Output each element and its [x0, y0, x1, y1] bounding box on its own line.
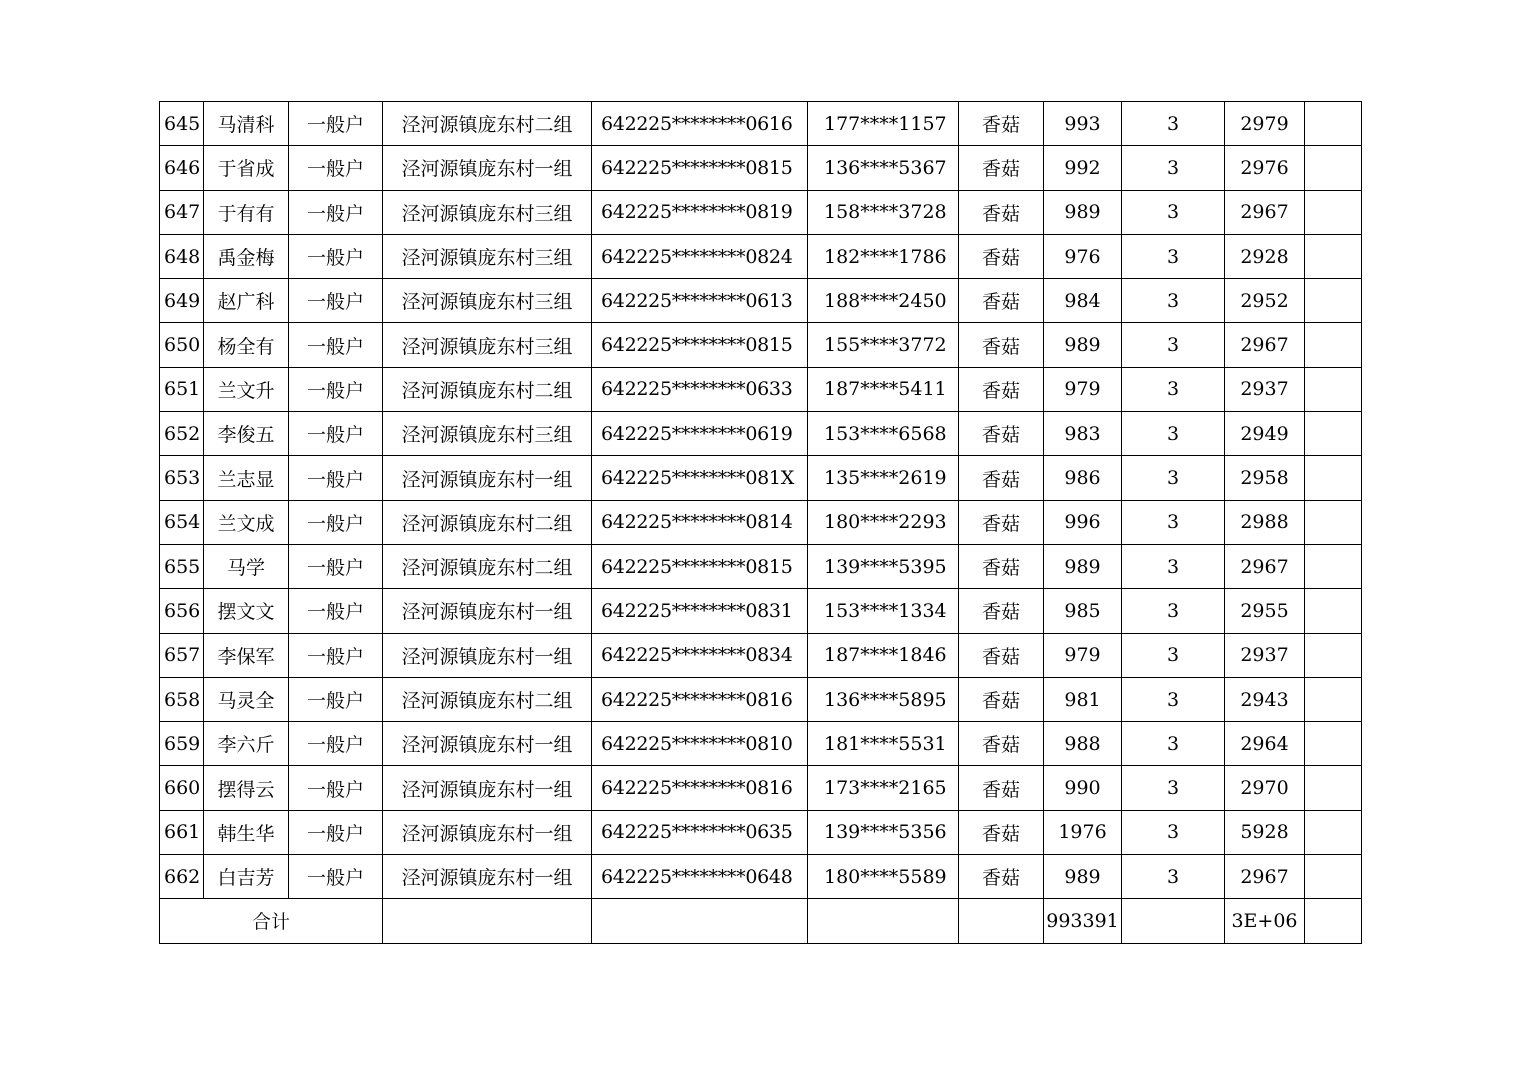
row-number-cell: 658 — [160, 677, 204, 721]
phone-cell: 155****3772 — [808, 323, 959, 367]
address-cell: 泾河源镇庞东村一组 — [383, 589, 592, 633]
household-type-cell: 一般户 — [289, 589, 383, 633]
amount-cell: 2937 — [1225, 367, 1305, 411]
note-cell — [1305, 544, 1362, 588]
name-cell: 摆得云 — [204, 766, 289, 810]
quantity-cell: 996 — [1044, 500, 1122, 544]
amount-cell: 2988 — [1225, 500, 1305, 544]
name-cell: 摆文文 — [204, 589, 289, 633]
amount-cell: 2967 — [1225, 323, 1305, 367]
data-table — [159, 101, 1362, 944]
amount-cell: 2958 — [1225, 456, 1305, 500]
price-cell: 3 — [1122, 855, 1225, 899]
household-type-cell: 一般户 — [289, 146, 383, 190]
total-phone-cell — [808, 899, 959, 943]
table-row — [160, 102, 1362, 146]
total-row — [160, 899, 1362, 943]
quantity-cell: 989 — [1044, 544, 1122, 588]
note-cell — [1305, 190, 1362, 234]
row-number-cell: 654 — [160, 500, 204, 544]
crop-cell: 香菇 — [959, 722, 1044, 766]
id-number-cell: 642225********0816 — [592, 677, 808, 721]
phone-cell: 180****2293 — [808, 500, 959, 544]
phone-cell: 187****5411 — [808, 367, 959, 411]
note-cell — [1305, 146, 1362, 190]
household-type-cell: 一般户 — [289, 367, 383, 411]
amount-cell: 2967 — [1225, 544, 1305, 588]
crop-cell: 香菇 — [959, 279, 1044, 323]
address-cell: 泾河源镇庞东村一组 — [383, 633, 592, 677]
price-cell: 3 — [1122, 500, 1225, 544]
amount-cell: 2928 — [1225, 234, 1305, 278]
id-number-cell: 642225********0815 — [592, 146, 808, 190]
note-cell — [1305, 323, 1362, 367]
id-number-cell: 642225********0633 — [592, 367, 808, 411]
total-label: 合计 — [160, 899, 383, 943]
row-number-cell: 656 — [160, 589, 204, 633]
quantity-cell: 979 — [1044, 633, 1122, 677]
household-type-cell: 一般户 — [289, 323, 383, 367]
name-cell: 马清科 — [204, 102, 289, 146]
address-cell: 泾河源镇庞东村一组 — [383, 722, 592, 766]
id-number-cell: 642225********0616 — [592, 102, 808, 146]
price-cell: 3 — [1122, 190, 1225, 234]
note-cell — [1305, 367, 1362, 411]
phone-cell: 135****2619 — [808, 456, 959, 500]
crop-cell: 香菇 — [959, 633, 1044, 677]
phone-cell: 139****5356 — [808, 810, 959, 854]
note-cell — [1305, 722, 1362, 766]
note-cell — [1305, 456, 1362, 500]
name-cell: 于省成 — [204, 146, 289, 190]
household-type-cell: 一般户 — [289, 855, 383, 899]
id-number-cell: 642225********0824 — [592, 234, 808, 278]
amount-cell: 2976 — [1225, 146, 1305, 190]
amount-cell: 2967 — [1225, 855, 1305, 899]
total-amount-cell: 3E+06 — [1225, 899, 1305, 943]
table-row — [160, 323, 1362, 367]
quantity-cell: 989 — [1044, 855, 1122, 899]
row-number-cell: 655 — [160, 544, 204, 588]
address-cell: 泾河源镇庞东村二组 — [383, 500, 592, 544]
phone-cell: 182****1786 — [808, 234, 959, 278]
crop-cell: 香菇 — [959, 589, 1044, 633]
crop-cell: 香菇 — [959, 323, 1044, 367]
name-cell: 李俊五 — [204, 412, 289, 456]
name-cell: 韩生华 — [204, 810, 289, 854]
crop-cell: 香菇 — [959, 500, 1044, 544]
address-cell: 泾河源镇庞东村三组 — [383, 234, 592, 278]
phone-cell: 181****5531 — [808, 722, 959, 766]
crop-cell: 香菇 — [959, 190, 1044, 234]
table-row — [160, 500, 1362, 544]
note-cell — [1305, 589, 1362, 633]
id-number-cell: 642225********0619 — [592, 412, 808, 456]
household-type-cell: 一般户 — [289, 766, 383, 810]
phone-cell: 177****1157 — [808, 102, 959, 146]
total-price-cell — [1122, 899, 1225, 943]
household-type-cell: 一般户 — [289, 677, 383, 721]
name-cell: 杨全有 — [204, 323, 289, 367]
name-cell: 李保军 — [204, 633, 289, 677]
row-number-cell: 657 — [160, 633, 204, 677]
quantity-cell: 976 — [1044, 234, 1122, 278]
crop-cell: 香菇 — [959, 677, 1044, 721]
household-type-cell: 一般户 — [289, 633, 383, 677]
note-cell — [1305, 234, 1362, 278]
id-number-cell: 642225********0648 — [592, 855, 808, 899]
table-row — [160, 544, 1362, 588]
quantity-cell: 992 — [1044, 146, 1122, 190]
amount-cell: 2943 — [1225, 677, 1305, 721]
price-cell: 3 — [1122, 279, 1225, 323]
row-number-cell: 661 — [160, 810, 204, 854]
quantity-cell: 983 — [1044, 412, 1122, 456]
household-type-cell: 一般户 — [289, 456, 383, 500]
address-cell: 泾河源镇庞东村三组 — [383, 190, 592, 234]
id-number-cell: 642225********0810 — [592, 722, 808, 766]
phone-cell: 139****5395 — [808, 544, 959, 588]
address-cell: 泾河源镇庞东村二组 — [383, 102, 592, 146]
crop-cell: 香菇 — [959, 456, 1044, 500]
price-cell: 3 — [1122, 677, 1225, 721]
household-type-cell: 一般户 — [289, 190, 383, 234]
quantity-cell: 993 — [1044, 102, 1122, 146]
table-row — [160, 146, 1362, 190]
phone-cell: 188****2450 — [808, 279, 959, 323]
id-number-cell: 642225********0816 — [592, 766, 808, 810]
table-row — [160, 722, 1362, 766]
name-cell: 白吉芳 — [204, 855, 289, 899]
address-cell: 泾河源镇庞东村一组 — [383, 855, 592, 899]
row-number-cell: 652 — [160, 412, 204, 456]
name-cell: 兰文成 — [204, 500, 289, 544]
total-note-cell — [1305, 899, 1362, 943]
amount-cell: 2955 — [1225, 589, 1305, 633]
amount-cell: 2979 — [1225, 102, 1305, 146]
table-row — [160, 633, 1362, 677]
address-cell: 泾河源镇庞东村一组 — [383, 810, 592, 854]
table-row — [160, 677, 1362, 721]
total-crop-cell — [959, 899, 1044, 943]
crop-cell: 香菇 — [959, 855, 1044, 899]
row-number-cell: 659 — [160, 722, 204, 766]
phone-cell: 153****1334 — [808, 589, 959, 633]
price-cell: 3 — [1122, 456, 1225, 500]
crop-cell: 香菇 — [959, 810, 1044, 854]
address-cell: 泾河源镇庞东村一组 — [383, 146, 592, 190]
table-row — [160, 589, 1362, 633]
total-qty-cell: 993391 — [1044, 899, 1122, 943]
phone-cell: 180****5589 — [808, 855, 959, 899]
note-cell — [1305, 855, 1362, 899]
id-number-cell: 642225********0819 — [592, 190, 808, 234]
table-row — [160, 279, 1362, 323]
row-number-cell: 651 — [160, 367, 204, 411]
household-type-cell: 一般户 — [289, 234, 383, 278]
row-number-cell: 648 — [160, 234, 204, 278]
id-number-cell: 642225********081X — [592, 456, 808, 500]
phone-cell: 158****3728 — [808, 190, 959, 234]
row-number-cell: 650 — [160, 323, 204, 367]
household-type-cell: 一般户 — [289, 279, 383, 323]
phone-cell: 173****2165 — [808, 766, 959, 810]
price-cell: 3 — [1122, 589, 1225, 633]
note-cell — [1305, 633, 1362, 677]
table-row — [160, 766, 1362, 810]
table-row — [160, 810, 1362, 854]
price-cell: 3 — [1122, 323, 1225, 367]
phone-cell: 136****5367 — [808, 146, 959, 190]
id-number-cell: 642225********0831 — [592, 589, 808, 633]
quantity-cell: 1976 — [1044, 810, 1122, 854]
table-row — [160, 456, 1362, 500]
address-cell: 泾河源镇庞东村三组 — [383, 323, 592, 367]
id-number-cell: 642225********0814 — [592, 500, 808, 544]
row-number-cell: 645 — [160, 102, 204, 146]
crop-cell: 香菇 — [959, 102, 1044, 146]
address-cell: 泾河源镇庞东村二组 — [383, 544, 592, 588]
table-row — [160, 190, 1362, 234]
quantity-cell: 990 — [1044, 766, 1122, 810]
amount-cell: 2949 — [1225, 412, 1305, 456]
name-cell: 兰志显 — [204, 456, 289, 500]
amount-cell: 2937 — [1225, 633, 1305, 677]
address-cell: 泾河源镇庞东村一组 — [383, 456, 592, 500]
table-row — [160, 855, 1362, 899]
total-id-cell — [592, 899, 808, 943]
phone-cell: 153****6568 — [808, 412, 959, 456]
quantity-cell: 989 — [1044, 190, 1122, 234]
name-cell: 兰文升 — [204, 367, 289, 411]
table-row — [160, 234, 1362, 278]
phone-cell: 136****5895 — [808, 677, 959, 721]
household-type-cell: 一般户 — [289, 810, 383, 854]
quantity-cell: 985 — [1044, 589, 1122, 633]
quantity-cell: 986 — [1044, 456, 1122, 500]
address-cell: 泾河源镇庞东村三组 — [383, 412, 592, 456]
table-row — [160, 367, 1362, 411]
id-number-cell: 642225********0815 — [592, 544, 808, 588]
quantity-cell: 981 — [1044, 677, 1122, 721]
row-number-cell: 649 — [160, 279, 204, 323]
row-number-cell: 646 — [160, 146, 204, 190]
price-cell: 3 — [1122, 234, 1225, 278]
amount-cell: 2952 — [1225, 279, 1305, 323]
crop-cell: 香菇 — [959, 766, 1044, 810]
row-number-cell: 662 — [160, 855, 204, 899]
amount-cell: 2967 — [1225, 190, 1305, 234]
crop-cell: 香菇 — [959, 544, 1044, 588]
address-cell: 泾河源镇庞东村一组 — [383, 766, 592, 810]
id-number-cell: 642225********0613 — [592, 279, 808, 323]
name-cell: 马学 — [204, 544, 289, 588]
name-cell: 禹金梅 — [204, 234, 289, 278]
note-cell — [1305, 412, 1362, 456]
note-cell — [1305, 766, 1362, 810]
amount-cell: 2970 — [1225, 766, 1305, 810]
row-number-cell: 653 — [160, 456, 204, 500]
price-cell: 3 — [1122, 810, 1225, 854]
crop-cell: 香菇 — [959, 146, 1044, 190]
name-cell: 于有有 — [204, 190, 289, 234]
name-cell: 马灵全 — [204, 677, 289, 721]
household-type-cell: 一般户 — [289, 722, 383, 766]
total-address-cell — [383, 899, 592, 943]
price-cell: 3 — [1122, 367, 1225, 411]
price-cell: 3 — [1122, 766, 1225, 810]
price-cell: 3 — [1122, 102, 1225, 146]
quantity-cell: 984 — [1044, 279, 1122, 323]
quantity-cell: 979 — [1044, 367, 1122, 411]
price-cell: 3 — [1122, 146, 1225, 190]
note-cell — [1305, 500, 1362, 544]
id-number-cell: 642225********0834 — [592, 633, 808, 677]
price-cell: 3 — [1122, 722, 1225, 766]
row-number-cell: 647 — [160, 190, 204, 234]
note-cell — [1305, 279, 1362, 323]
note-cell — [1305, 102, 1362, 146]
row-number-cell: 660 — [160, 766, 204, 810]
price-cell: 3 — [1122, 633, 1225, 677]
id-number-cell: 642225********0635 — [592, 810, 808, 854]
table-body — [160, 102, 1362, 899]
price-cell: 3 — [1122, 544, 1225, 588]
crop-cell: 香菇 — [959, 367, 1044, 411]
id-number-cell: 642225********0815 — [592, 323, 808, 367]
quantity-cell: 989 — [1044, 323, 1122, 367]
note-cell — [1305, 810, 1362, 854]
address-cell: 泾河源镇庞东村二组 — [383, 677, 592, 721]
phone-cell: 187****1846 — [808, 633, 959, 677]
crop-cell: 香菇 — [959, 234, 1044, 278]
quantity-cell: 988 — [1044, 722, 1122, 766]
address-cell: 泾河源镇庞东村三组 — [383, 279, 592, 323]
crop-cell: 香菇 — [959, 412, 1044, 456]
price-cell: 3 — [1122, 412, 1225, 456]
name-cell: 赵广科 — [204, 279, 289, 323]
name-cell: 李六斤 — [204, 722, 289, 766]
note-cell — [1305, 677, 1362, 721]
table-row — [160, 412, 1362, 456]
household-type-cell: 一般户 — [289, 412, 383, 456]
amount-cell: 5928 — [1225, 810, 1305, 854]
household-type-cell: 一般户 — [289, 544, 383, 588]
household-type-cell: 一般户 — [289, 102, 383, 146]
household-type-cell: 一般户 — [289, 500, 383, 544]
amount-cell: 2964 — [1225, 722, 1305, 766]
address-cell: 泾河源镇庞东村二组 — [383, 367, 592, 411]
